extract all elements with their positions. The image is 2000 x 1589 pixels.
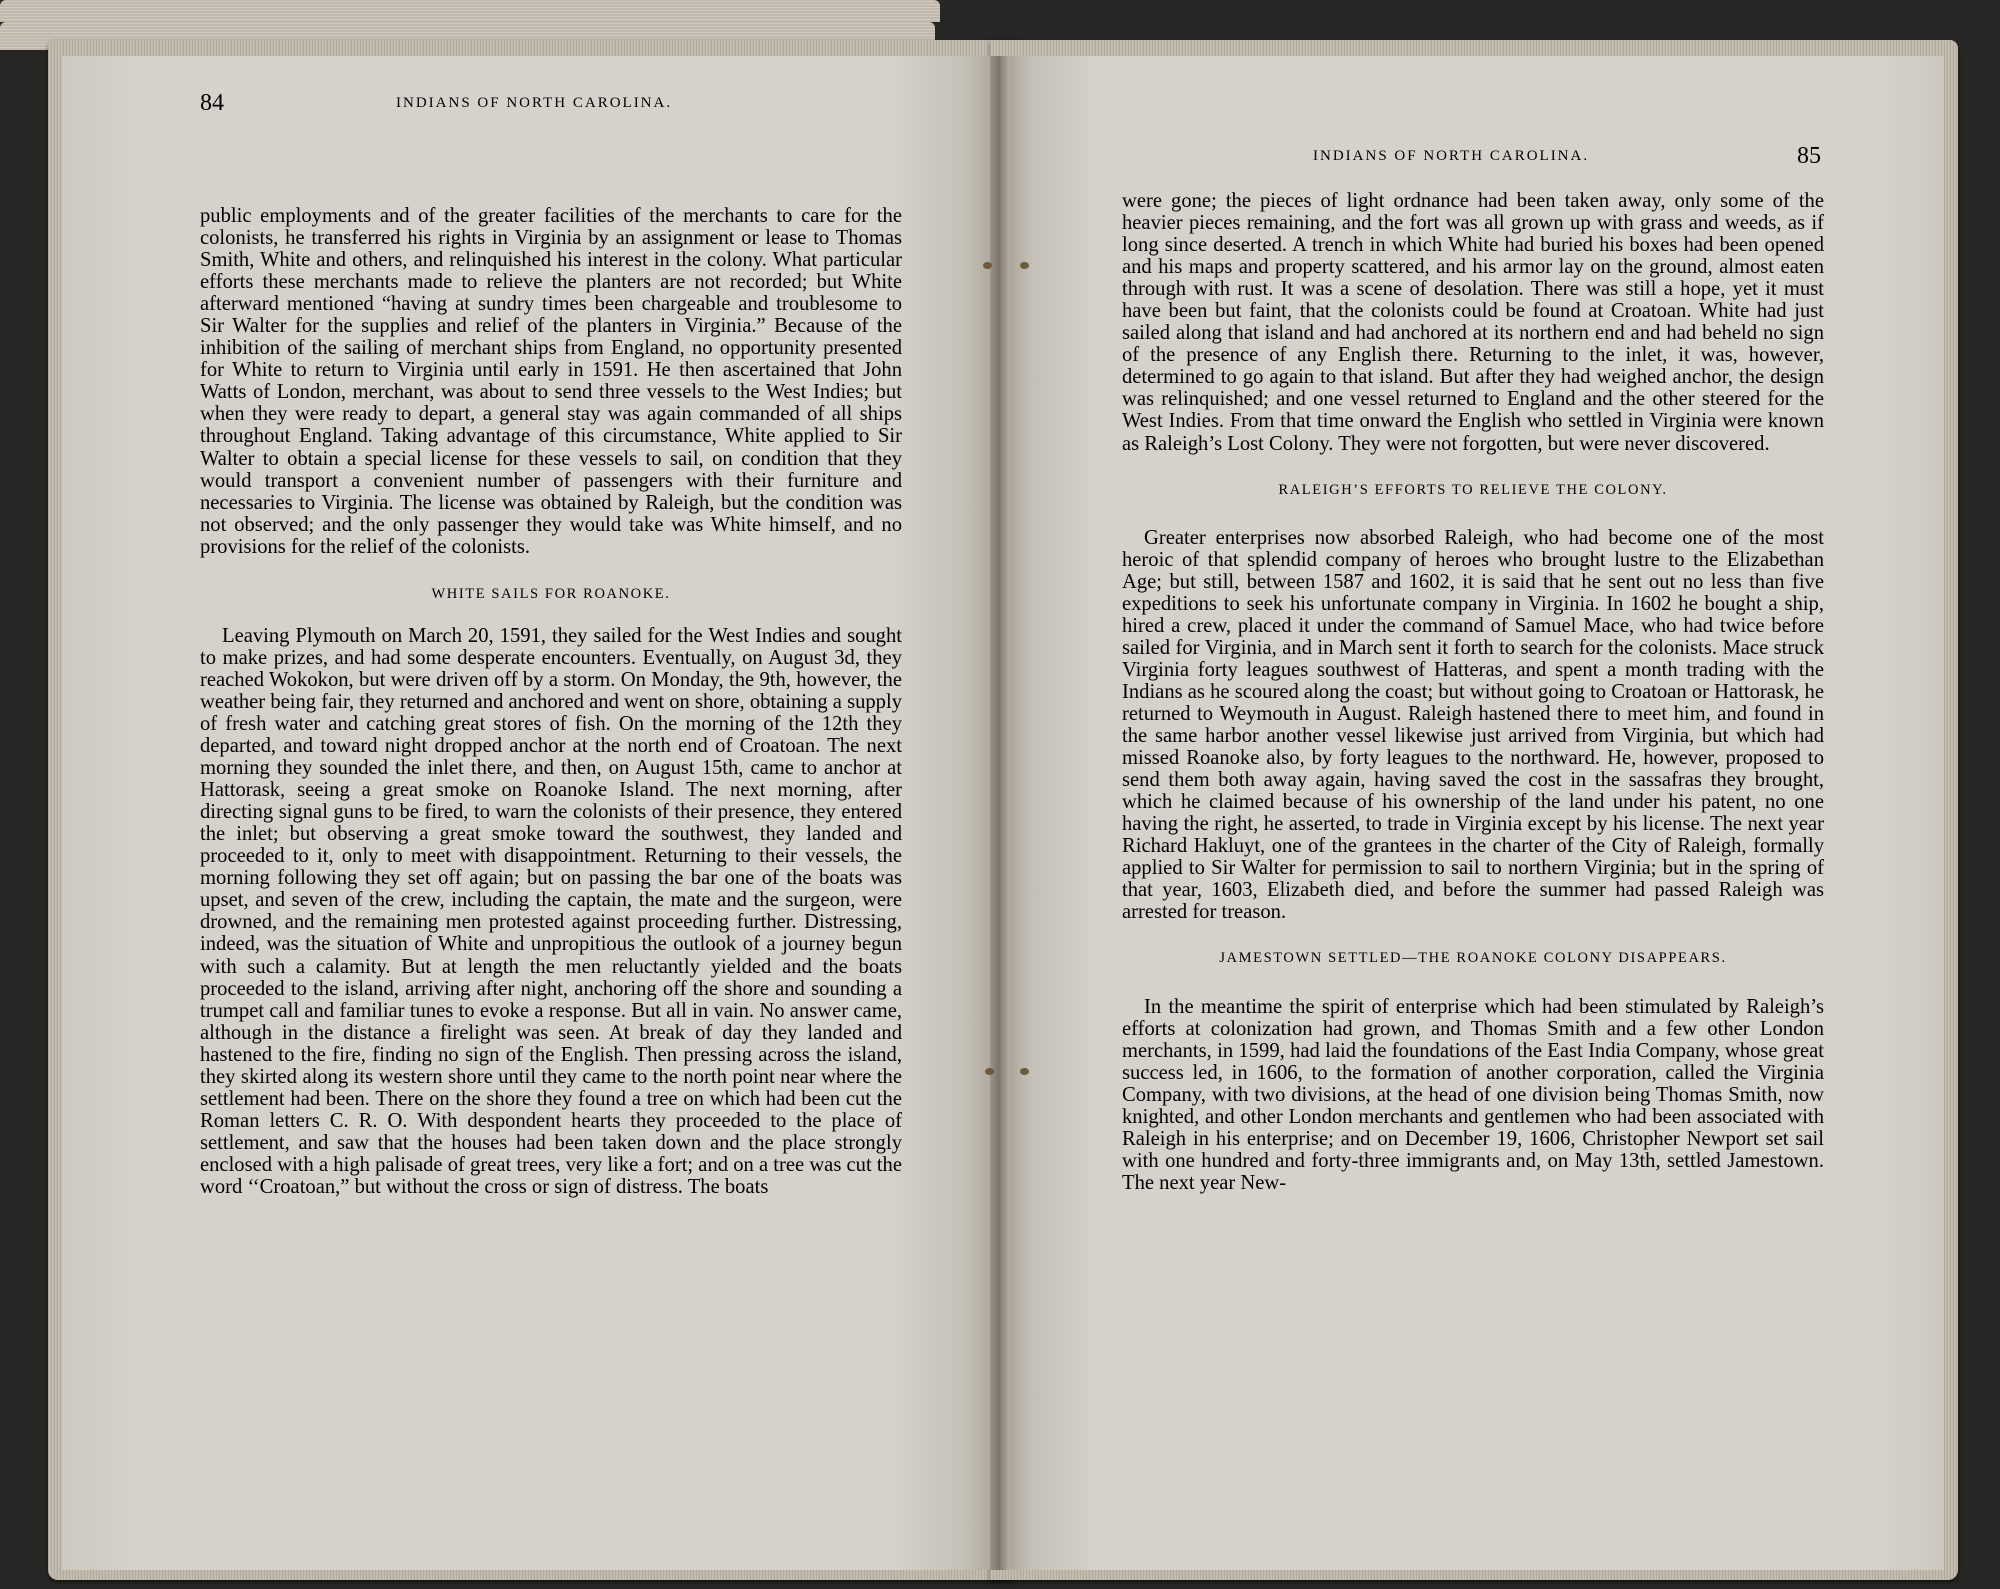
right-paragraph-2: Greater enterprises now absorbed Raleigh, who had become one of the most heroic of that splendid company of heroes who brought lustre to the Elizabethan Age; but still, between 1587 and 1602, it is said that he sent out no less than five expeditions to seek his unfortunate company in Virginia. In 1602 he bought a ship, hired a crew, placed it under the command of Samuel Mace, who had twice before sailed for Virginia, and in March sent it forth to search for the colonists. Mace struck Virginia forty leagues southwest of Hatteras, and spent a month trading with the Indians as he scoured along the coast; but without going to Croatoan or Hattorask, he returned to Weymouth in August. Raleigh hastened there to meet him, and found in the same harbor another vessel likewise just arrived from Virginia, but which had missed Roanoke also, by forty leagues to the northward. He, however, proposed to send them both away again, having saved the cost in the sassafras they brought, which he claimed because of his ownership of the land under his patent, no one having the right, he asserted, to trade in Virginia except by his license. The next year Richard Hakluyt, one of the grantees in the charter of the City of Raleigh, formally applied to Sir Walter for permission to sail to northern Virginia; but in the spring of that year, 1603, Elizabeth died, and before the summer had passed Raleigh was arrested for treason.: [1122, 526, 1824, 924]
binding-stitch: [983, 262, 992, 269]
right-paragraph-3: In the meantime the spirit of enterprise which had been stimulated by Raleigh’s efforts at colonization had grown, and Thomas Smith and a few other London merchants, in 1599, had laid the foundations of the East India Company, whose great success led, in 1606, to the formation of another corporation, called the Virginia Company, with two divisions, at the head of one division being Thomas Smith, now knighted, and other London merchants and gentlemen who had been associated with Raleigh in his enterprise; and on December 19, 1606, Christopher Newport set sail with one hundred and forty-three immigrants and, on May 13th, settled Jamestown. The next year New-: [1122, 995, 1824, 1194]
right-paragraph-1: were gone; the pieces of light ordnance had been taken away, only some of the heavier pieces remaining, and the fort was all grown up with grass and weeds, as if long since deserted. A trench in which White had buried his boxes had been opened and his maps and property scattered, and his armor lay on the ground, almost eaten through with rust. It was a scene of desolation. There was still a hope, yet it must have been but faint, that the colonists could be found at Croatoan. White had just sailed along that island and had anchored at its northern end and had beheld no sign of the presence of any English there. Returning to the inlet, it was, however, determined to go again to that island. But after they had weighed anchor, the design was relinquished; and one vessel returned to England and the other steered for the West Indies. From that time onward the English who settled in Virginia were known as Raleigh’s Lost Colony. They were not forgotten, but were never discovered.: [1122, 190, 1824, 455]
right-section-heading-1: RALEIGH’S EFFORTS TO RELIEVE THE COLONY.: [1278, 481, 1668, 498]
left-paragraph-2: Leaving Plymouth on March 20, 1591, they sailed for the West Indies and sought to make prizes, and had some desperate encounters. Eventually, on August 3d, they reached Wokokon, but were driven off by a storm. On Monday, the 9th, however, the weather being fair, they returned and anchored and went on shore, obtaining a supply of fresh water and catching great stores of fish. On the morning of the 12th they departed, and toward night dropped anchor at the north end of Croatoan. The next morning they sounded the inlet there, and then, on August 15th, came to anchor at Hattorask, seeing a great smoke on Roanoke Island. The next morning, after directing signal guns to be fired, to warn the colonists of their presence, they entered the inlet; but observing a great smoke toward the southwest, they landed and proceeded to it, only to meet with disappointment. Returning to their vessels, the morning following they set off again; but on passing the bar one of the boats was upset, and seven of the crew, including the captain, the mate and the surgeon, were drowned, and the remaining men protested against proceeding further. Distressing, indeed, was the situation of White and unpropitious the outlook of a journey begun with such a calamity. But at length the men reluctantly yielded and the boats proceeded to the island, arriving after night, anchoring off the shore and sounding a trumpet call and familiar tunes to evoke a response. But all in vain. No answer came, although in the distance a firelight was seen. At break of day they landed and hastened to the fire, finding no sign of the English. Then pressing across the island, they skirted along its western shore until they came to the north point near where the settlement had been. There on the shore they found a tree on which had been cut the Roman letters C. R. O. With despondent hearts they proceeded to the place of settlement, and saw that the houses had been taken down and the place strongly enclosed with a high palisade of great trees, very like a fort; and on a tree was cut the word ‘‘Croatoan,” but without the cross or sign of distress. The boats: [200, 624, 902, 1198]
left-paragraph-1: public employments and of the greater facilities of the merchants to care for the colonists, he transferred his rights in Virginia by an assignment or lease to Thomas Smith, White and others, and relinquished his interest in the colony. What particular efforts these merchants made to relieve the planters are not recorded; but White afterward mentioned “having at sundry times been chargeable and troublesome to Sir Walter for the supplies and relief of the planters in Virginia.” Because of the inhibition of the sailing of merchant ships from England, no opportunity presented for White to return to Virginia until early in 1591. He then ascertained that John Watts of London, merchant, was about to send three vessels to the West Indies; but when they were ready to depart, a general stay was again commanded of all ships throughout England. Taking advantage of this circumstance, White applied to Sir Walter to obtain a special license for these vessels to sail, on condition that they would transport a convenient number of passengers with their furniture and necessaries to Virginia. The license was obtained by Raleigh, but the condition was not observed; and the only passenger they would take was White himself, and no provisions for the relief of the colonists.: [200, 205, 902, 558]
left-page-number: 84: [200, 90, 224, 116]
binding-stitch: [1020, 1068, 1029, 1075]
left-page-body: [200, 205, 902, 1198]
binding-stitch: [985, 1068, 994, 1075]
left-running-head: INDIANS OF NORTH CAROLINA.: [396, 95, 673, 111]
right-section-heading-2: JAMESTOWN SETTLED—THE ROANOKE COLONY DISAPPEARS.: [1219, 950, 1727, 967]
binding-stitch: [1020, 262, 1029, 269]
left-section-heading: WHITE SAILS FOR ROANOKE.: [431, 585, 671, 602]
right-running-head: INDIANS OF NORTH CAROLINA.: [1313, 148, 1590, 164]
right-page-body: [1122, 190, 1824, 1194]
right-page-number: 85: [1797, 143, 1821, 169]
left-top-page-edges: [0, 0, 940, 22]
book-gutter: [990, 56, 1010, 1570]
